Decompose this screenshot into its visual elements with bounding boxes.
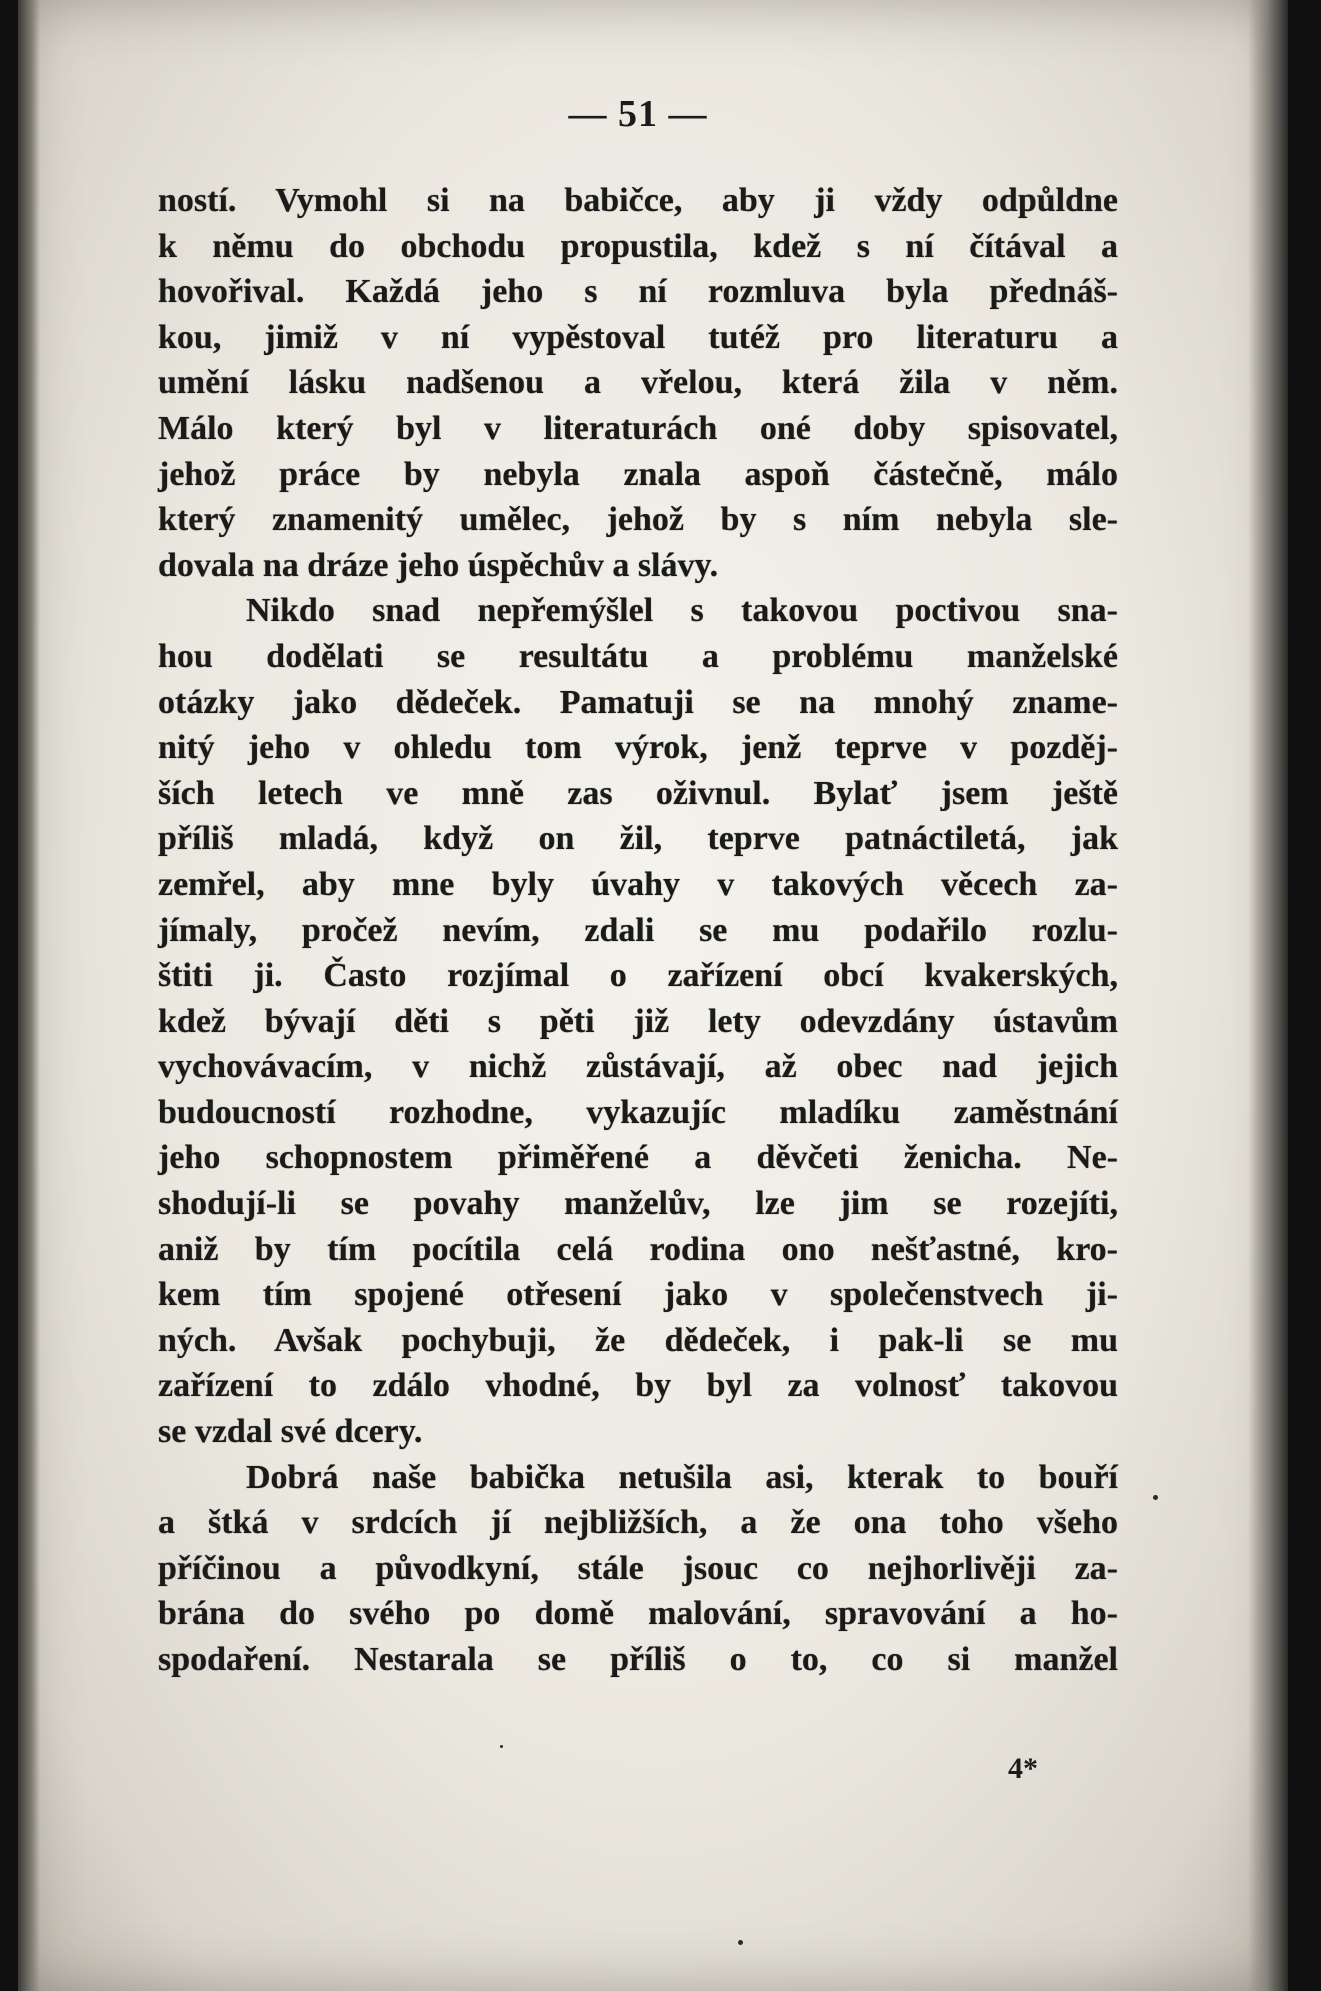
text-line: vychovávacím, v nichž zůstávají, až obec nad jejich [158,1048,1118,1086]
text-line: nitý jeho v ohledu tom výrok, jenž teprve v pozděj- [158,729,1118,767]
print-speck [500,1745,503,1748]
text-line: zemřel, aby mne byly úvahy v takových věcech za- [158,865,1118,903]
text-line: ných. Avšak pochybuji, že dědeček, i pak-li se mu [158,1321,1118,1359]
text-line: štiti ji. Často rozjímal o zařízení obcí kvakerských, [158,957,1118,995]
page-number: — 51 — [568,93,708,135]
text-line: budoucností rozhodne, vykazujíc mladíku zaměstnání [158,1093,1118,1131]
text-line: Málo který byl v literaturách oné doby spisovatel, [158,409,1118,447]
signature-mark: 4* [1008,1752,1038,1785]
book-page [18,0,1288,1991]
paragraph-start-line: Dobrá naše babička netušila asi, kterak to bouří [246,1458,1118,1496]
text-line: kdež bývají děti s pěti již lety odevzdány ústavům [158,1002,1118,1040]
text-line: hou dodělati se resultátu a problému manželské [158,637,1118,675]
text-line: jímaly, pročež nevím, zdali se mu podařilo rozlu- [158,911,1118,949]
text-line: shodují-li se povahy manželův, lze jim se rozejíti, [158,1185,1118,1223]
text-line: který znamenitý umělec, jehož by s ním nebyla sle- [158,501,1118,539]
print-speck [1153,1495,1158,1500]
text-line: otázky jako dědeček. Pamatuji se na mnohý zname- [158,683,1118,721]
print-speck [738,1940,743,1945]
paragraph-start-line: Nikdo snad nepřemýšlel s takovou poctivou sna- [246,592,1118,630]
text-line: spodaření. Nestarala se příliš o to, co si manžel [158,1641,1118,1678]
text-line: zařízení to zdálo vhodné, by byl za volnosť takovou [158,1367,1118,1405]
text-line: příliš mladá, když on žil, teprve patnáctiletá, jak [158,820,1118,858]
text-line: ností. Vymohl si na babičce, aby ji vždy odpůldne [158,182,1118,219]
text-line: kou, jimiž v ní vypěstoval tutéž pro literaturu a [158,318,1118,356]
body-text [158,178,1118,1683]
text-line: aniž by tím pocítila celá rodina ono nešťastné, kro- [158,1230,1118,1268]
page-left-edge-shadow [18,0,40,1991]
text-line: jeho schopnostem přiměřené a děvčeti ženicha. Ne- [158,1139,1118,1177]
paragraph-end-line: se vzdal své dcery. [158,1413,423,1451]
text-line: kem tím spojené otřesení jako v společenstvech ji- [158,1276,1118,1314]
text-line: příčinou a původkyní, stále jsouc co nejhorlivěji za- [158,1549,1118,1587]
text-line: a štká v srdcích jí nejbližších, a že ona toho všeho [158,1504,1118,1542]
text-line: brána do svého po domě malování, spravování a ho- [158,1595,1118,1633]
text-line: k němu do obchodu propustila, kdež s ní čítával a [158,227,1118,265]
text-line: ších letech ve mně zas oživnul. Bylať jsem ještě [158,774,1118,812]
text-line: umění lásku nadšenou a vřelou, která žila v něm. [158,364,1118,402]
text-line: hovořival. Každá jeho s ní rozmluva byla přednáš- [158,273,1118,311]
page-right-edge-shadow [1248,0,1288,1991]
paragraph-end-line: dovala na dráze jeho úspěchův a slávy. [158,546,719,584]
text-line: jehož práce by nebyla znala aspoň částečně, málo [158,455,1118,493]
